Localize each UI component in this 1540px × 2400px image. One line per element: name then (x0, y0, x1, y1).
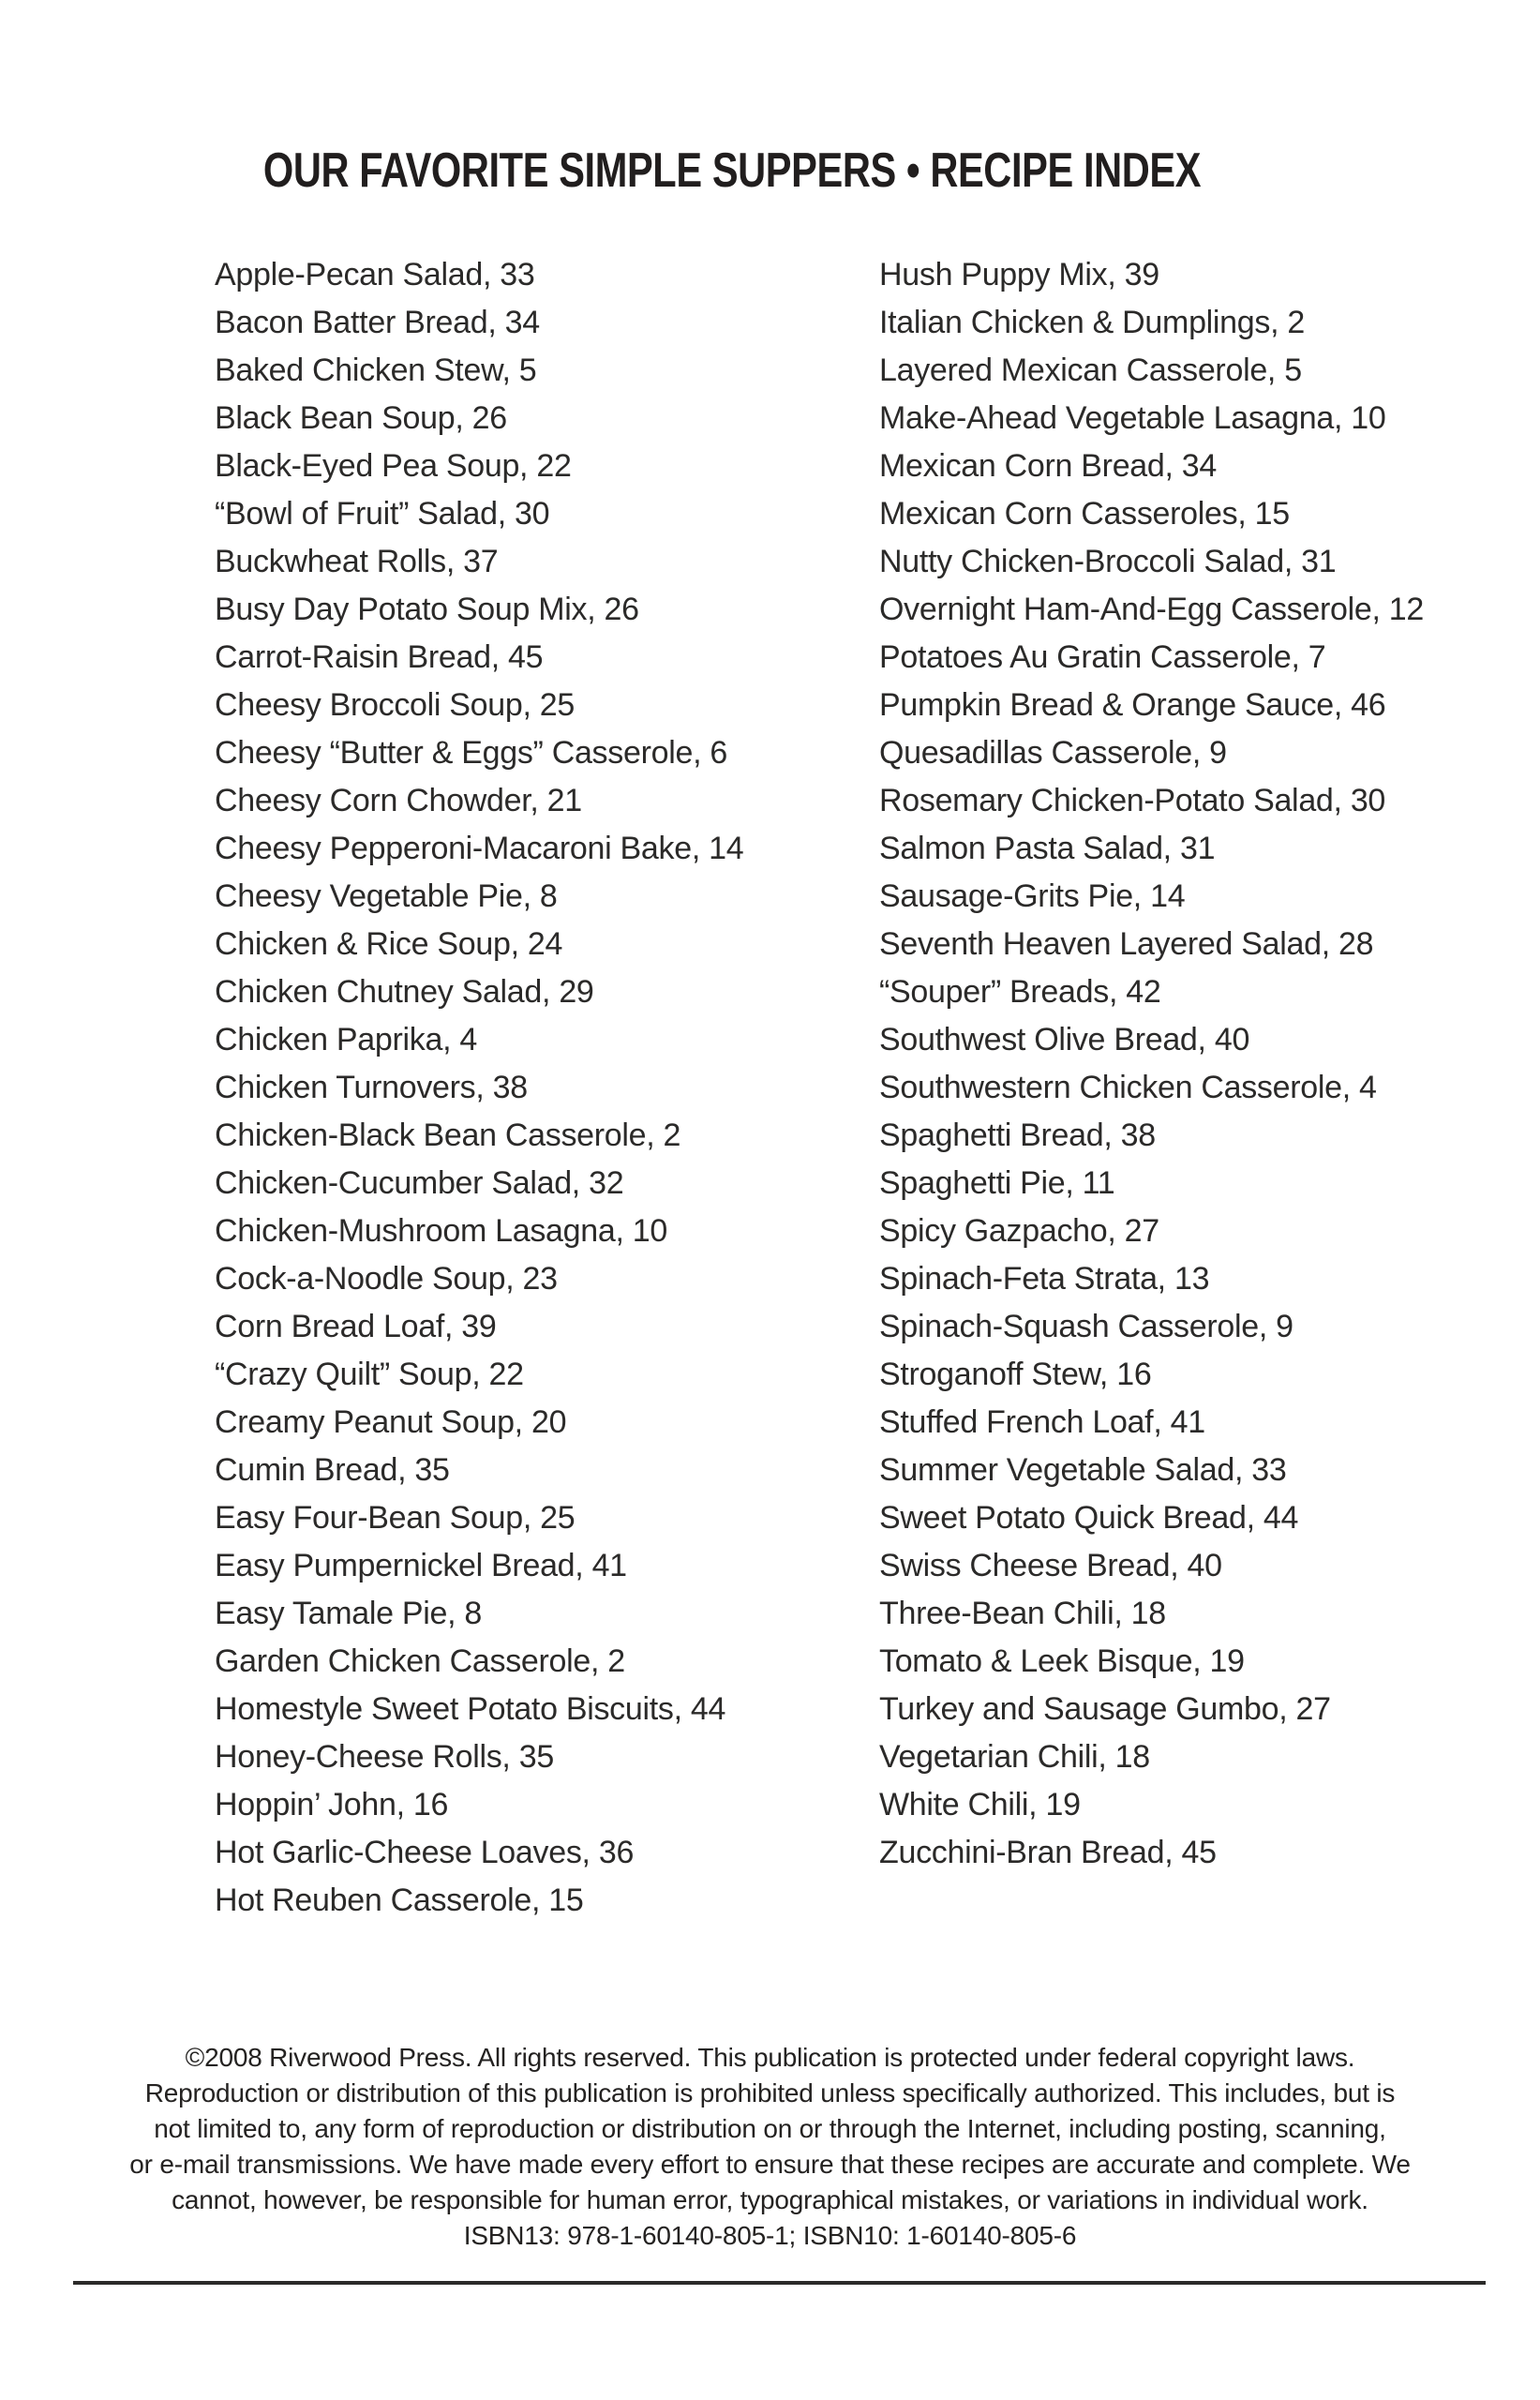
recipe-index-entry: Sausage-Grits Pie, 14 (879, 878, 1186, 914)
recipe-index-entry: Chicken Chutney Salad, 29 (215, 974, 594, 1010)
copyright-block (0, 2040, 1540, 2254)
recipe-index-entry: Chicken-Cucumber Salad, 32 (215, 1165, 624, 1201)
recipe-index-entry: Hush Puppy Mix, 39 (879, 257, 1159, 292)
recipe-index-entry: Italian Chicken & Dumplings, 2 (879, 305, 1306, 340)
recipe-list-column-1 (215, 251, 743, 1925)
recipe-index-entry: Easy Tamale Pie, 8 (215, 1596, 483, 1631)
recipe-index-entry: Zucchini-Bran Bread, 45 (879, 1835, 1217, 1870)
recipe-index-entry: Hot Garlic-Cheese Loaves, 36 (215, 1835, 635, 1870)
recipe-index-entry: Honey-Cheese Rolls, 35 (215, 1739, 554, 1775)
recipe-index-entry: Carrot-Raisin Bread, 45 (215, 639, 544, 675)
recipe-index-entry: Easy Four-Bean Soup, 25 (215, 1500, 576, 1536)
recipe-index-entry: Spinach-Feta Strata, 13 (879, 1261, 1210, 1297)
recipe-index-entry: Easy Pumpernickel Bread, 41 (215, 1548, 627, 1583)
recipe-index-entry: Black Bean Soup, 26 (215, 400, 507, 436)
recipe-index-entry: Homestyle Sweet Potato Biscuits, 44 (215, 1691, 726, 1727)
recipe-index-entry: Chicken Paprika, 4 (215, 1022, 477, 1058)
recipe-index-entry: Corn Bread Loaf, 39 (215, 1309, 497, 1344)
recipe-index-entry: Rosemary Chicken-Potato Salad, 30 (879, 783, 1386, 818)
recipe-index-entry: Tomato & Leek Bisque, 19 (879, 1643, 1245, 1679)
recipe-index-entry: Bacon Batter Bread, 34 (215, 305, 540, 340)
recipe-index-entry: White Chili, 19 (879, 1787, 1081, 1822)
recipe-index-entry: Chicken Turnovers, 38 (215, 1070, 528, 1105)
recipe-index-entry: Seventh Heaven Layered Salad, 28 (879, 926, 1374, 962)
recipe-index-entry: Stuffed French Loaf, 41 (879, 1404, 1205, 1440)
recipe-index-entry: Pumpkin Bread & Orange Sauce, 46 (879, 687, 1386, 723)
recipe-index-entry: Southwestern Chicken Casserole, 4 (879, 1070, 1377, 1105)
bottom-rule (73, 2281, 1486, 2285)
recipe-index-entry: Apple-Pecan Salad, 33 (215, 257, 535, 292)
recipe-index-entry: Garden Chicken Casserole, 2 (215, 1643, 625, 1679)
recipe-index-entry: Nutty Chicken-Broccoli Salad, 31 (879, 544, 1337, 579)
recipe-index-entry: “Souper” Breads, 42 (879, 974, 1161, 1010)
recipe-index-entry: Overnight Ham-And-Egg Casserole, 12 (879, 592, 1424, 627)
recipe-index-entry: “Crazy Quilt” Soup, 22 (215, 1357, 524, 1392)
recipe-index-entry: Busy Day Potato Soup Mix, 26 (215, 592, 639, 627)
recipe-index-entry: Cheesy Vegetable Pie, 8 (215, 878, 558, 914)
recipe-index-entry: Creamy Peanut Soup, 20 (215, 1404, 567, 1440)
recipe-index-entry: Chicken-Black Bean Casserole, 2 (215, 1118, 681, 1153)
recipe-index-entry: Hot Reuben Casserole, 15 (215, 1882, 584, 1918)
recipe-index-entry: Swiss Cheese Bread, 40 (879, 1548, 1222, 1583)
recipe-index-entry: Cheesy “Butter & Eggs” Casserole, 6 (215, 735, 727, 771)
copyright-line: not limited to, any form of reproduction or distribution on or through the Internet, including posting, scanning, (154, 2114, 1386, 2143)
page-title: OUR FAVORITE SIMPLE SUPPERS • RECIPE INDEX (262, 143, 1202, 198)
isbn-line: ISBN13: 978-1-60140-805-1; ISBN10: 1-60140-805-6 (463, 2221, 1077, 2250)
recipe-index-entry: Turkey and Sausage Gumbo, 27 (879, 1691, 1331, 1727)
recipe-index-entry: Mexican Corn Bread, 34 (879, 448, 1218, 484)
recipe-index-entry: Cheesy Pepperoni-Macaroni Bake, 14 (215, 831, 744, 866)
recipe-index-entry: Southwest Olive Bread, 40 (879, 1022, 1250, 1058)
recipe-index-entry: Summer Vegetable Salad, 33 (879, 1452, 1287, 1488)
recipe-index-entry: Sweet Potato Quick Bread, 44 (879, 1500, 1299, 1536)
recipe-index-entry: Cumin Bread, 35 (215, 1452, 450, 1488)
recipe-index-entry: Baked Chicken Stew, 5 (215, 352, 537, 388)
recipe-index-entry: Cheesy Corn Chowder, 21 (215, 783, 582, 818)
recipe-index-entry: Mexican Corn Casseroles, 15 (879, 496, 1290, 532)
recipe-list-column-2 (879, 251, 1424, 1877)
recipe-index-entry: Cheesy Broccoli Soup, 25 (215, 687, 576, 723)
recipe-index-entry: Quesadillas Casserole, 9 (879, 735, 1227, 771)
recipe-index-entry: Stroganoff Stew, 16 (879, 1357, 1152, 1392)
copyright-line: Reproduction or distribution of this publication is prohibited unless specifically authorized. This includes, but is (144, 2078, 1396, 2108)
recipe-index-entry: Potatoes Au Gratin Casserole, 7 (879, 639, 1326, 675)
recipe-index-entry: Vegetarian Chili, 18 (879, 1739, 1150, 1775)
copyright-line: cannot, however, be responsible for human error, typographical mistakes, or variations in individual work. (172, 2185, 1368, 2214)
recipe-index-entry: Hoppin’ John, 16 (215, 1787, 449, 1822)
copyright-line: or e-mail transmissions. We have made every effort to ensure that these recipes are accurate and complete. We (129, 2150, 1411, 2179)
recipe-index-entry: Spaghetti Bread, 38 (879, 1118, 1156, 1153)
recipe-index-entry: Black-Eyed Pea Soup, 22 (215, 448, 572, 484)
recipe-index-entry: Cock-a-Noodle Soup, 23 (215, 1261, 558, 1297)
recipe-index-entry: Spinach-Squash Casserole, 9 (879, 1309, 1293, 1344)
recipe-index-entry: Three-Bean Chili, 18 (879, 1596, 1166, 1631)
recipe-index-entry: Buckwheat Rolls, 37 (215, 544, 499, 579)
recipe-index-entry: “Bowl of Fruit” Salad, 30 (215, 496, 550, 532)
recipe-index-entry: Chicken & Rice Soup, 24 (215, 926, 563, 962)
recipe-index-entry: Make-Ahead Vegetable Lasagna, 10 (879, 400, 1386, 436)
copyright-line: ©2008 Riverwood Press. All rights reserved. This publication is protected under federal copyright laws. (185, 2043, 1355, 2072)
recipe-index-entry: Salmon Pasta Salad, 31 (879, 831, 1216, 866)
recipe-index-entry: Spaghetti Pie, 11 (879, 1165, 1115, 1201)
recipe-index-entry: Spicy Gazpacho, 27 (879, 1213, 1159, 1249)
recipe-index-entry: Layered Mexican Casserole, 5 (879, 352, 1302, 388)
recipe-index-entry: Chicken-Mushroom Lasagna, 10 (215, 1213, 667, 1249)
